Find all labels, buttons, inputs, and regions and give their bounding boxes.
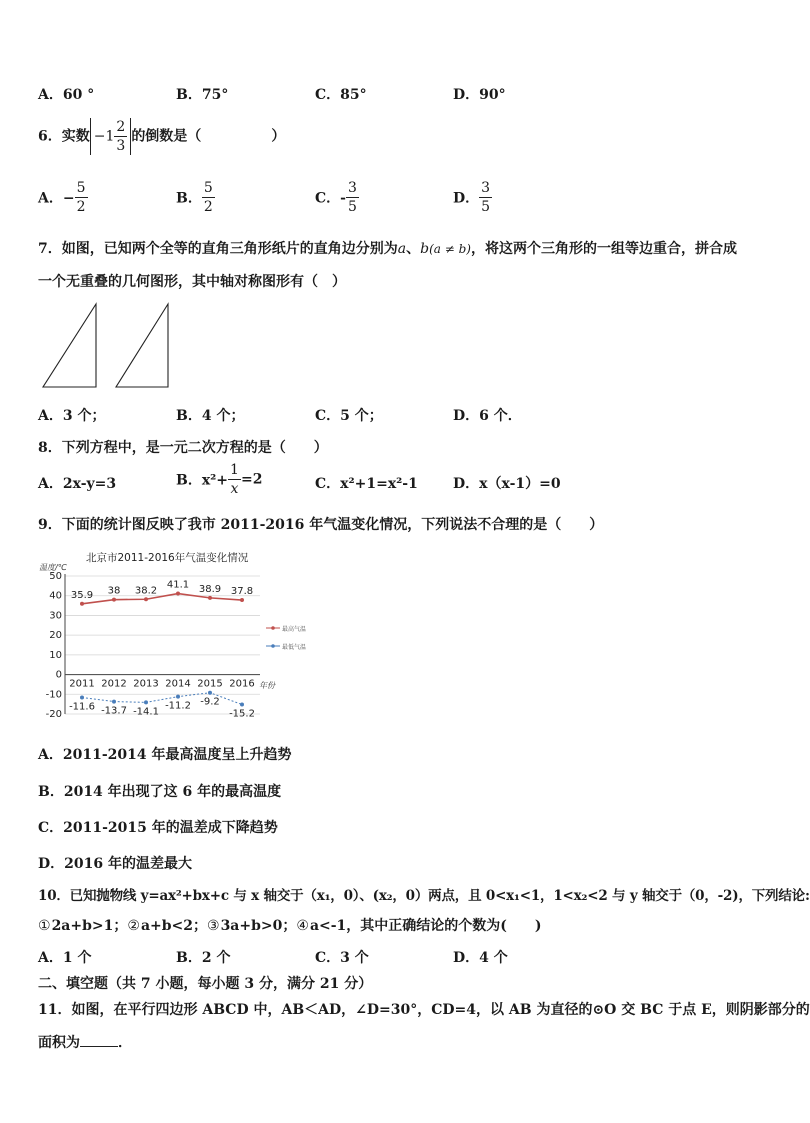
q9-stem: 9．下面的统计图反映了我市 2011-2016 年气温变化情况，下列说法不合理的是（ ） xyxy=(38,517,604,533)
chart-legend xyxy=(266,625,306,651)
data-label: -13.7 xyxy=(101,705,127,717)
y-tick-label: 50 xyxy=(49,571,62,582)
q8-b-pre: B．x²+ xyxy=(176,472,229,489)
data-point xyxy=(176,592,180,596)
q7-option-b: B．4 个； xyxy=(176,408,245,424)
data-label: 37.8 xyxy=(230,586,254,598)
q11-line2-post: ． xyxy=(118,1035,132,1051)
q8-stem: 8．下列方程中，是一元二次方程的是（ ） xyxy=(38,440,328,456)
q8-b-den: x xyxy=(230,481,239,497)
legend-label: 最高气温 xyxy=(282,626,307,633)
x-tick-label: 2013 xyxy=(133,678,159,690)
q10-circle-2: ② xyxy=(127,918,140,934)
q10-conclusion-1: 2a+b>1； xyxy=(51,918,128,934)
q11-answer-blank[interactable] xyxy=(80,1034,118,1047)
data-point xyxy=(176,695,180,699)
q5-option-d: D．90° xyxy=(453,87,506,103)
q8-b-fraction xyxy=(228,463,241,496)
q7-condition: (a ≠ b) xyxy=(429,242,471,256)
q10-option-d: D．4 个 xyxy=(453,950,508,966)
q5-option-c: C．85° xyxy=(315,87,367,103)
q7-triangle-right xyxy=(116,304,168,387)
q6-abs-value xyxy=(90,118,132,155)
chart-series xyxy=(69,580,255,720)
q10-conclusion-4: a<-1，其中正确结论的个数为( ) xyxy=(309,918,542,934)
legend-swatch-dot xyxy=(271,644,275,648)
q11-line2-pre: 面积为 xyxy=(38,1035,80,1051)
q9-option-a: A．2011-2014 年最高温度呈上升趋势 xyxy=(38,747,292,763)
q7-line1 xyxy=(38,238,737,258)
q6-option-d xyxy=(453,181,492,214)
q6-abs-den: 3 xyxy=(116,138,126,154)
q6-option-d-label: D． xyxy=(453,190,480,207)
q7-option-d: D．6 个． xyxy=(453,408,522,424)
q10-circle-1: ① xyxy=(38,918,51,934)
q9-option-b: B．2014 年出现了这 6 年的最高温度 xyxy=(38,784,282,800)
q7-line1-a: 7．如图，已知两个全等的直角三角形纸片的直角边分别为 xyxy=(38,241,398,257)
data-label: 35.9 xyxy=(70,589,94,601)
q5-option-a: A．60 ° xyxy=(38,87,95,103)
q8-option-a: A．2x-y=3 xyxy=(38,476,117,492)
x-tick-label: 2011 xyxy=(69,678,95,690)
q10-conclusion-2: a+b<2； xyxy=(140,918,207,934)
x-tick-label: 2016 xyxy=(229,678,255,690)
data-label: 38.2 xyxy=(134,585,158,597)
data-label: -14.1 xyxy=(133,706,159,718)
q6-prefix: 6．实数 xyxy=(38,128,90,145)
q6-a-den: 2 xyxy=(76,199,86,215)
q8-option-c: C．x²+1=x²-1 xyxy=(315,476,418,492)
q6-b-num: 5 xyxy=(203,180,213,196)
q8-b-num: 1 xyxy=(230,462,239,478)
y-tick-label: -20 xyxy=(45,709,62,720)
q7-triangles-figure xyxy=(40,303,175,393)
y-tick-label: -10 xyxy=(45,689,62,701)
data-label: 41.1 xyxy=(166,579,190,591)
q6-option-b-fraction xyxy=(202,181,215,214)
q11-line2 xyxy=(38,1032,132,1052)
q10-option-c: C．3 个 xyxy=(315,950,369,966)
q7-triangle-left xyxy=(43,304,96,387)
q6-c-den: 5 xyxy=(347,199,357,215)
q10-option-a: A．1 个 xyxy=(38,950,92,966)
q6-c-num: 3 xyxy=(347,180,357,196)
q6-abs-num: 2 xyxy=(116,119,126,135)
section2-heading: 二、填空题（共 7 小题，每小题 3 分，满分 21 分） xyxy=(38,976,373,992)
chart-title: 北京市2011-2016年气温变化情况 xyxy=(86,552,249,564)
q6-stem xyxy=(38,118,285,155)
q7-option-a: A．3 个； xyxy=(38,408,106,424)
q6-option-c xyxy=(315,181,359,214)
q6-option-a-fraction xyxy=(75,181,88,214)
q8-b-post: =2 xyxy=(240,471,263,488)
y-tick-label: 0 xyxy=(55,669,62,681)
q6-option-b xyxy=(176,181,215,214)
q6-suffix: 的倒数是（ xyxy=(131,128,202,145)
chart-x-ticks xyxy=(69,679,254,690)
q6-b-den: 2 xyxy=(203,199,213,215)
series-line-max xyxy=(82,594,242,604)
data-point xyxy=(208,596,212,600)
q7-line2: 一个无重叠的几何图形，其中轴对称图形有（ ） xyxy=(38,274,346,290)
q6-option-c-fraction xyxy=(346,181,359,214)
data-label: 38 xyxy=(107,585,121,597)
q7-sep: 、 xyxy=(406,241,421,257)
q5-option-b: B．75° xyxy=(176,87,229,103)
q8-option-d: D．x（x-1）=0 xyxy=(453,476,561,492)
chart-y-ticks xyxy=(46,571,62,720)
x-tick-label: 2015 xyxy=(197,678,223,690)
q6-option-a xyxy=(38,181,88,214)
q10-line1: 10．已知抛物线 y=ax²+bx+c 与 x 轴交于（x₁，0）、(x₂，0）两点，且 0<x₁<1，1<x₂<2 与 y 轴交于（0，-2)，下列结论: xyxy=(38,888,810,904)
y-tick-label: 20 xyxy=(49,630,62,642)
q7-option-c: C．5 个； xyxy=(315,408,383,424)
y-tick-label: 40 xyxy=(49,590,62,602)
data-label: -15.2 xyxy=(229,708,255,720)
x-tick-label: 2014 xyxy=(165,678,191,690)
q6-d-num: 3 xyxy=(481,180,491,196)
q10-circle-4: ④ xyxy=(296,918,309,934)
x-tick-label: 2012 xyxy=(101,678,127,690)
q9-option-c: C．2011-2015 年的温差成下降趋势 xyxy=(38,820,278,836)
q6-abs-int: −1 xyxy=(93,128,115,145)
q6-option-c-label: C．- xyxy=(315,190,346,207)
q6-option-a-label: A．− xyxy=(38,190,75,207)
data-point xyxy=(144,597,148,601)
data-label: -11.6 xyxy=(69,701,95,713)
chart-x-axis-label: 年份 xyxy=(259,681,275,690)
data-label: 38.9 xyxy=(198,583,222,595)
q6-close: ） xyxy=(271,128,286,145)
q6-d-den: 5 xyxy=(481,199,491,215)
q10-option-b: B．2 个 xyxy=(176,950,231,966)
y-tick-label: 10 xyxy=(49,649,62,661)
q10-line2 xyxy=(38,915,542,935)
temperature-chart xyxy=(38,546,307,722)
data-point xyxy=(240,703,244,707)
y-tick-label: 30 xyxy=(49,610,62,622)
data-point xyxy=(80,602,84,606)
data-label: -11.2 xyxy=(165,700,191,712)
data-point xyxy=(80,695,84,699)
q6-option-d-fraction xyxy=(479,181,492,214)
q10-circle-3: ③ xyxy=(207,918,220,934)
q7-line1-b: ，将这两个三角形的一组等边重合，拼合成 xyxy=(470,241,737,257)
q7-var-a: a xyxy=(397,241,407,257)
legend-swatch-dot xyxy=(271,626,275,630)
q7-var-b: b xyxy=(420,241,430,257)
legend-label: 最低气温 xyxy=(282,644,307,651)
q8-option-b xyxy=(176,463,262,496)
data-point xyxy=(208,691,212,695)
data-point xyxy=(144,700,148,704)
q6-a-num: 5 xyxy=(76,180,86,196)
data-point xyxy=(112,700,116,704)
q11-line1: 11．如图，在平行四边形 ABCD 中，AB＜AD，∠D=30°，CD=4，以 AB 为直径的⊙O 交 BC 于点 E，则阴影部分的 xyxy=(38,1002,810,1018)
data-label: -9.2 xyxy=(200,696,220,708)
q6-abs-fraction xyxy=(114,120,127,153)
data-point xyxy=(112,598,116,602)
data-point xyxy=(240,598,244,602)
chart-y-axis-label: 温度/℃ xyxy=(39,563,67,572)
q10-conclusion-3: 3a+b>0； xyxy=(220,918,297,934)
q6-option-b-label: B． xyxy=(176,190,202,207)
q9-option-d: D．2016 年的温差最大 xyxy=(38,856,192,872)
